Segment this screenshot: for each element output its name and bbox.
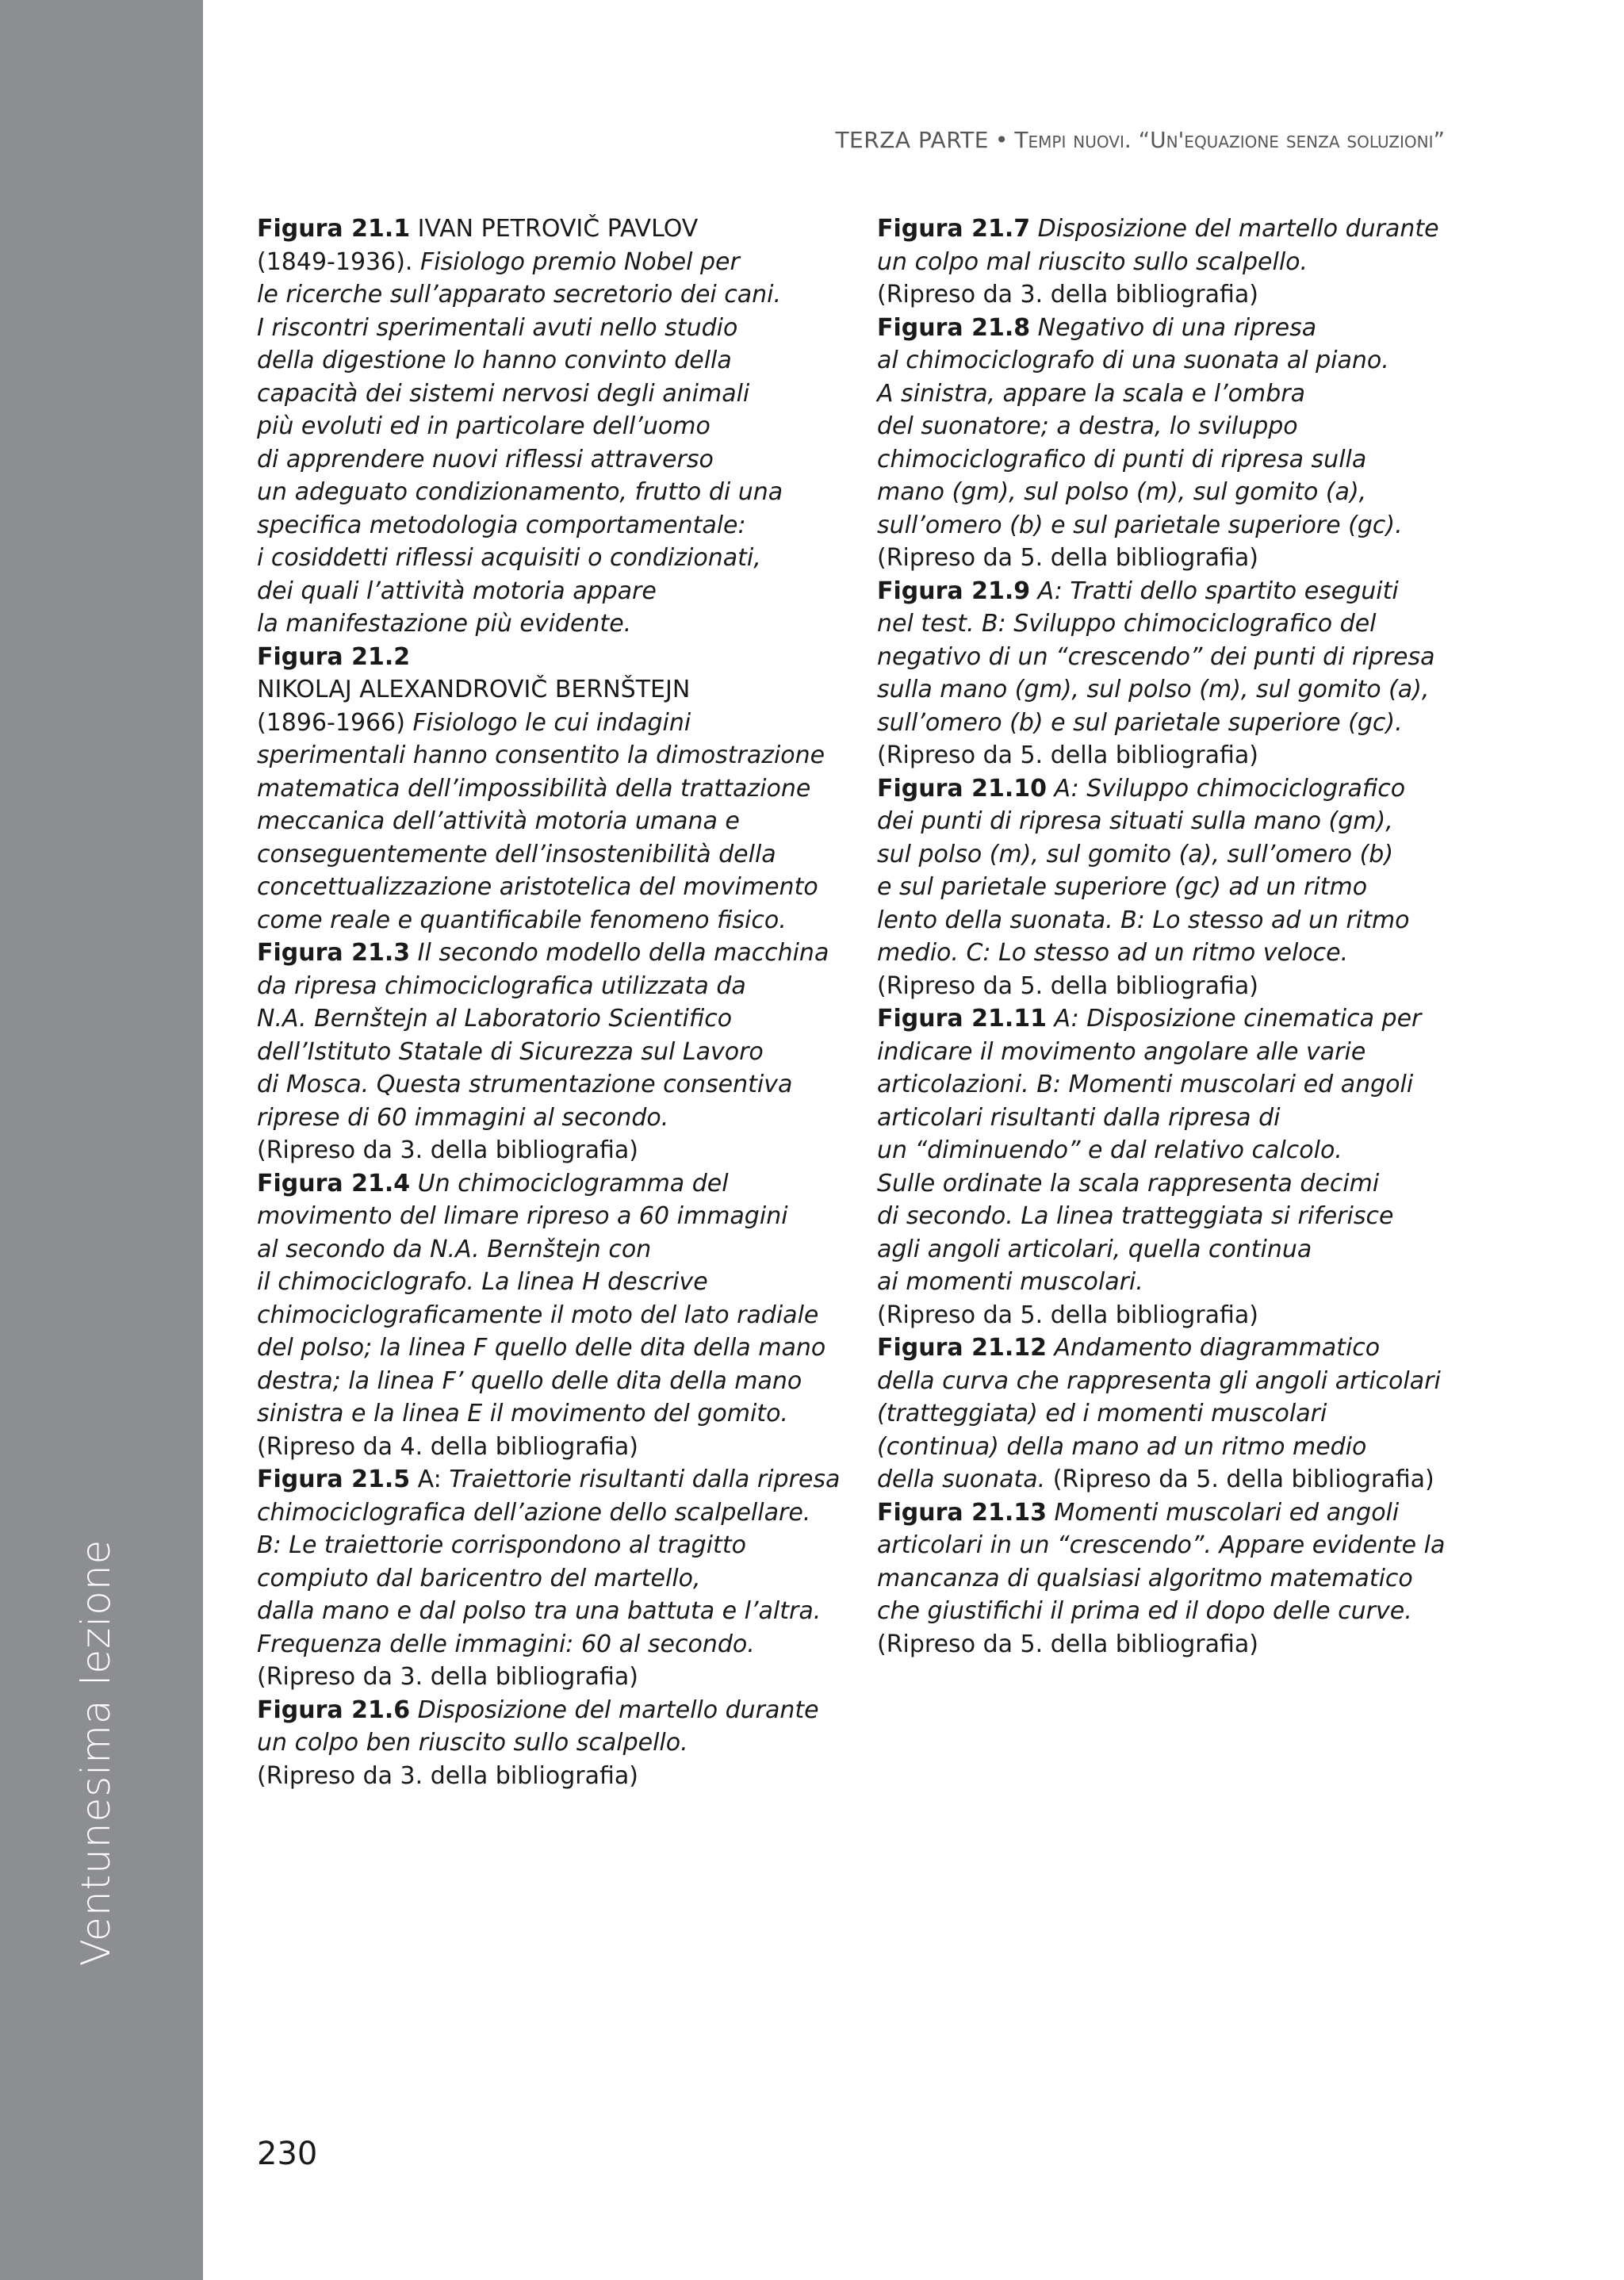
- caption-text: Fisiologo le cui indagini: [412, 708, 691, 737]
- caption-line: [877, 1397, 1464, 1431]
- caption-line: [877, 377, 1464, 411]
- caption-text: articolari in un “crescendo”. Appare evidente la: [877, 1531, 1446, 1559]
- caption-line: [257, 838, 844, 872]
- caption-line: [257, 575, 844, 608]
- caption-line: [877, 838, 1464, 872]
- caption-text: dalla mano e dal polso tra una battuta e l’altra.: [257, 1597, 822, 1625]
- caption-text: e sul parietale superiore (gc) ad un ritmo: [877, 873, 1368, 901]
- caption-line: [877, 1036, 1464, 1069]
- caption-text: come reale e quantificabile fenomeno fisico.: [257, 906, 787, 934]
- left-caption-column: [257, 213, 844, 1792]
- caption-line: [257, 805, 844, 838]
- caption-text: Frequenza delle immagini: 60 al secondo.: [257, 1630, 755, 1658]
- caption-line: [257, 1694, 844, 1727]
- figure-label: Figura 21.8: [877, 313, 1031, 342]
- caption-text: chimociclograficamente il moto del lato radiale: [257, 1301, 819, 1329]
- caption-line: [877, 970, 1464, 1003]
- caption-line: [257, 1529, 844, 1562]
- caption-text: movimento del limare ripreso a 60 immagini: [257, 1202, 788, 1230]
- figure-label: Figura 21.9: [877, 577, 1031, 605]
- caption-text: che giustifichi il prima ed il dopo delle curve.: [877, 1597, 1412, 1625]
- caption-text: I riscontri sperimentali avuti nello studio: [257, 313, 738, 342]
- caption-line: [877, 1562, 1464, 1596]
- caption-text: dei quali l’attività motoria appare: [257, 577, 657, 605]
- caption-text: meccanica dell’attività motoria umana e: [257, 807, 740, 835]
- caption-text: del suonatore; a destra, lo sviluppo: [877, 412, 1298, 440]
- caption-text: del polso; la linea F quello delle dita della mano: [257, 1334, 826, 1362]
- caption-text: A: Disposizione cinematica per: [1046, 1005, 1422, 1033]
- caption-line: [877, 1628, 1464, 1661]
- figure-label: Figura 21.11: [877, 1005, 1047, 1033]
- caption-line: [257, 1266, 844, 1299]
- caption-text: articolazioni. B: Momenti muscolari ed angoli: [877, 1071, 1414, 1098]
- caption-line: [877, 772, 1464, 806]
- caption-line: [877, 278, 1464, 312]
- caption-text: capacità dei sistemi nervosi degli animali: [257, 379, 750, 408]
- caption-line: [257, 1628, 844, 1661]
- header-title: Tempi nuovi. “Un'equazione senza soluzioni”: [1014, 127, 1445, 153]
- figure-label: Figura 21.6: [257, 1696, 411, 1724]
- caption-text: indicare il movimento angolare alle varie: [877, 1037, 1366, 1066]
- caption-text: (Ripreso da 3. della bibliografia): [877, 281, 1258, 308]
- caption-line: [877, 1134, 1464, 1167]
- caption-text: un colpo ben riuscito sullo scalpello.: [257, 1729, 688, 1757]
- caption-line: [257, 937, 844, 970]
- caption-line: [877, 1200, 1464, 1233]
- caption-line: [257, 1496, 844, 1530]
- caption-line: [257, 509, 844, 542]
- header-separator: •: [994, 127, 1009, 153]
- caption-line: [257, 476, 844, 509]
- caption-line: [257, 1397, 844, 1431]
- caption-text: della curva che rappresenta gli angoli articolari: [877, 1366, 1441, 1395]
- caption-text: sperimentali hanno consentito la dimostrazione: [257, 741, 825, 769]
- caption-text: agli angoli articolari, quella continua: [877, 1235, 1312, 1263]
- caption-line: [877, 871, 1464, 904]
- caption-line: [257, 772, 844, 806]
- caption-line: [257, 739, 844, 772]
- caption-text: sinistra e la linea E il movimento del gomito.: [257, 1400, 788, 1427]
- caption-line: [257, 312, 844, 345]
- caption-line: [257, 246, 844, 279]
- caption-line: [257, 1036, 844, 1069]
- caption-line: [877, 1595, 1464, 1628]
- caption-line: [877, 1365, 1464, 1398]
- caption-line: [257, 344, 844, 377]
- caption-line: [877, 739, 1464, 772]
- side-band: [0, 0, 203, 2280]
- caption-line: [877, 1233, 1464, 1266]
- caption-line: [877, 904, 1464, 937]
- caption-line: [257, 542, 844, 575]
- caption-text: destra; la linea F’ quello delle dita della mano: [257, 1366, 802, 1395]
- caption-line: [877, 937, 1464, 970]
- chapter-side-label: Ventunesima lezione: [73, 1539, 119, 1967]
- caption-line: [877, 1102, 1464, 1135]
- caption-line: [257, 673, 844, 707]
- caption-line: [877, 542, 1464, 575]
- caption-line: [257, 871, 844, 904]
- caption-line: [877, 1529, 1464, 1562]
- caption-text: NIKOLAJ ALEXANDROVIČ BERNŠTEJN: [257, 676, 691, 703]
- caption-text: (Ripreso da 5. della bibliografia): [877, 544, 1258, 572]
- caption-line: [877, 1068, 1464, 1102]
- caption-text: (Ripreso da 3. della bibliografia): [257, 1663, 638, 1691]
- figure-label: Figura 21.10: [877, 774, 1047, 803]
- caption-text: della digestione lo hanno convinto della: [257, 347, 732, 374]
- caption-line: [877, 476, 1464, 509]
- caption-text: IVAN PETROVIČ PAVLOV: [410, 215, 699, 243]
- figure-label: Figura 21.12: [877, 1334, 1047, 1362]
- caption-line: [257, 1431, 844, 1464]
- caption-text: articolari risultanti dalla ripresa di: [877, 1103, 1281, 1132]
- caption-text: di apprendere nuovi riflessi attraverso: [257, 445, 714, 473]
- caption-text: da ripresa chimociclografica utilizzata da: [257, 971, 746, 1000]
- caption-text: sull’omero (b) e sul parietale superiore (gc).: [877, 511, 1403, 539]
- caption-line: [257, 1200, 844, 1233]
- caption-line: [257, 443, 844, 477]
- caption-line: [877, 246, 1464, 279]
- caption-line: [257, 278, 844, 312]
- caption-text: (Ripreso da 5. della bibliografia): [877, 971, 1258, 1000]
- caption-text: della suonata.: [877, 1466, 1046, 1493]
- caption-line: [877, 344, 1464, 377]
- figure-label: Figura 21.2: [257, 642, 411, 671]
- caption-line: [257, 377, 844, 411]
- caption-text: i cosiddetti riflessi acquisiti o condizionati,: [257, 544, 761, 572]
- caption-text: un colpo mal riuscito sullo scalpello.: [877, 247, 1308, 276]
- caption-text: riprese di 60 immagini al secondo.: [257, 1103, 669, 1132]
- caption-line: [257, 410, 844, 443]
- caption-line: [257, 970, 844, 1003]
- caption-line: [877, 1002, 1464, 1036]
- caption-text: A: Tratti dello spartito eseguiti: [1030, 577, 1399, 605]
- right-caption-column: [877, 213, 1464, 1661]
- caption-line: [257, 1068, 844, 1102]
- caption-text: A sinistra, appare la scala e l’ombra: [877, 379, 1305, 408]
- caption-text: Negativo di una ripresa: [1030, 313, 1317, 342]
- caption-text: (Ripreso da 4. della bibliografia): [257, 1432, 638, 1461]
- caption-line: [257, 1661, 844, 1694]
- caption-line: [877, 707, 1464, 740]
- caption-text: dell’Istituto Statale di Sicurezza sul Lavoro: [257, 1037, 764, 1066]
- caption-text: (Ripreso da 3. della bibliografia): [257, 1761, 638, 1790]
- caption-text: Un chimociclogramma del: [410, 1169, 729, 1197]
- caption-line: [877, 1332, 1464, 1365]
- caption-text: (tratteggiata) ed i momenti muscolari: [877, 1400, 1327, 1427]
- figure-label: Figura 21.1: [257, 215, 411, 243]
- figure-label: Figura 21.4: [257, 1169, 411, 1197]
- caption-line: [257, 707, 844, 740]
- caption-text: al secondo da N.A. Bernštejn con: [257, 1235, 652, 1263]
- caption-line: [877, 312, 1464, 345]
- caption-text: negativo di un “crescendo” dei punti di ripresa: [877, 642, 1435, 671]
- caption-line: [257, 1233, 844, 1266]
- caption-line: [257, 1332, 844, 1365]
- caption-text: Momenti muscolari ed angoli: [1046, 1498, 1400, 1527]
- caption-text: (1849-1936).: [257, 247, 421, 276]
- caption-line: [877, 213, 1464, 246]
- caption-text: specifica metodologia comportamentale:: [257, 511, 746, 539]
- caption-line: [257, 1365, 844, 1398]
- caption-line: [877, 1463, 1464, 1496]
- caption-text: matematica dell’impossibilità della trattazione: [257, 774, 811, 803]
- caption-text: sull’omero (b) e sul parietale superiore (gc).: [877, 708, 1403, 737]
- caption-line: [257, 1102, 844, 1135]
- caption-line: [877, 575, 1464, 608]
- caption-text: (Ripreso da 3. della bibliografia): [257, 1136, 638, 1164]
- caption-text: A: Sviluppo chimociclografico: [1046, 774, 1406, 803]
- caption-text: nel test. B: Sviluppo chimociclografico del: [877, 610, 1377, 638]
- caption-line: [257, 1002, 844, 1036]
- caption-line: [257, 1463, 844, 1496]
- caption-text: Fisiologo premio Nobel per: [420, 247, 740, 276]
- caption-text: (Ripreso da 5. della bibliografia): [877, 741, 1258, 769]
- caption-text: di secondo. La linea tratteggiata si riferisce: [877, 1202, 1394, 1230]
- caption-text: il chimociclografo. La linea H descrive: [257, 1268, 708, 1296]
- figure-label: Figura 21.5: [257, 1466, 411, 1493]
- caption-text: (continua) della mano ad un ritmo medio: [877, 1432, 1367, 1461]
- caption-text: Sulle ordinate la scala rappresenta decimi: [877, 1169, 1380, 1197]
- caption-line: [877, 673, 1464, 707]
- caption-text: lento della suonata. B: Lo stesso ad un ritmo: [877, 906, 1410, 934]
- caption-text: di Mosca. Questa strumentazione consentiva: [257, 1071, 793, 1098]
- caption-text: mano (gm), sul polso (m), sul gomito (a),: [877, 478, 1367, 506]
- caption-line: [877, 1167, 1464, 1201]
- caption-line: [877, 1496, 1464, 1530]
- caption-text: compiuto dal baricentro del martello,: [257, 1564, 701, 1592]
- caption-line: [877, 410, 1464, 443]
- caption-line: [257, 904, 844, 937]
- caption-text: chimociclografica dell’azione dello scalpellare.: [257, 1498, 811, 1527]
- caption-line: [257, 1726, 844, 1760]
- caption-text: mancanza di qualsiasi algoritmo matematico: [877, 1564, 1413, 1592]
- caption-text: al chimociclografo di una suonata al piano.: [877, 347, 1389, 374]
- caption-text: Andamento diagrammatico: [1046, 1334, 1381, 1362]
- running-header: [835, 127, 1445, 153]
- caption-text: (Ripreso da 5. della bibliografia): [1045, 1466, 1434, 1493]
- caption-text: N.A. Bernštejn al Laboratorio Scientifico: [257, 1005, 733, 1033]
- caption-line: [877, 641, 1464, 674]
- caption-text: sulla mano (gm), sul polso (m), sul gomito (a),: [877, 676, 1430, 703]
- caption-text: chimociclografico di punti di ripresa sulla: [877, 445, 1367, 473]
- caption-text: Traiettorie risultanti dalla ripresa: [449, 1466, 841, 1493]
- caption-line: [257, 641, 844, 674]
- caption-line: [877, 805, 1464, 838]
- caption-line: [257, 213, 844, 246]
- caption-text: Il secondo modello della macchina: [410, 939, 829, 967]
- caption-text: medio. C: Lo stesso ad un ritmo veloce.: [877, 939, 1349, 967]
- caption-text: le ricerche sull’apparato secretorio dei cani.: [257, 281, 782, 308]
- caption-text: (Ripreso da 5. della bibliografia): [877, 1301, 1258, 1329]
- caption-text: un “diminuendo” e dal relativo calcolo.: [877, 1136, 1342, 1164]
- caption-line: [257, 607, 844, 641]
- caption-line: [257, 1595, 844, 1628]
- caption-line: [257, 1134, 844, 1167]
- caption-line: [257, 1562, 844, 1596]
- caption-text: A:: [410, 1466, 450, 1493]
- caption-line: [257, 1760, 844, 1793]
- caption-line: [877, 1299, 1464, 1332]
- caption-text: (1896-1966): [257, 708, 413, 737]
- caption-line: [877, 607, 1464, 641]
- caption-text: dei punti di ripresa situati sulla mano (gm),: [877, 807, 1393, 835]
- caption-line: [877, 509, 1464, 542]
- figure-label: Figura 21.13: [877, 1498, 1047, 1527]
- caption-text: B: Le traiettorie corrispondono al tragitto: [257, 1531, 746, 1559]
- caption-text: concettualizzazione aristotelica del movimento: [257, 873, 818, 901]
- caption-line: [877, 443, 1464, 477]
- page-number: 230: [257, 2136, 318, 2172]
- caption-line: [877, 1266, 1464, 1299]
- caption-text: la manifestazione più evidente.: [257, 610, 632, 638]
- caption-text: Disposizione del martello durante: [1030, 215, 1439, 243]
- caption-text: un adeguato condizionamento, frutto di una: [257, 478, 783, 506]
- caption-text: (Ripreso da 5. della bibliografia): [877, 1630, 1258, 1658]
- caption-line: [877, 1431, 1464, 1464]
- caption-text: sul polso (m), sul gomito (a), sull’omero (b): [877, 840, 1394, 868]
- caption-line: [257, 1299, 844, 1332]
- caption-line: [257, 1167, 844, 1201]
- header-part: TERZA PARTE: [835, 127, 989, 153]
- caption-text: più evoluti ed in particolare dell’uomo: [257, 412, 710, 440]
- figure-label: Figura 21.3: [257, 939, 411, 967]
- figure-label: Figura 21.7: [877, 215, 1031, 243]
- caption-text: conseguentemente dell’insostenibilità della: [257, 840, 776, 868]
- caption-text: Disposizione del martello durante: [410, 1696, 819, 1724]
- caption-text: ai momenti muscolari.: [877, 1268, 1143, 1296]
